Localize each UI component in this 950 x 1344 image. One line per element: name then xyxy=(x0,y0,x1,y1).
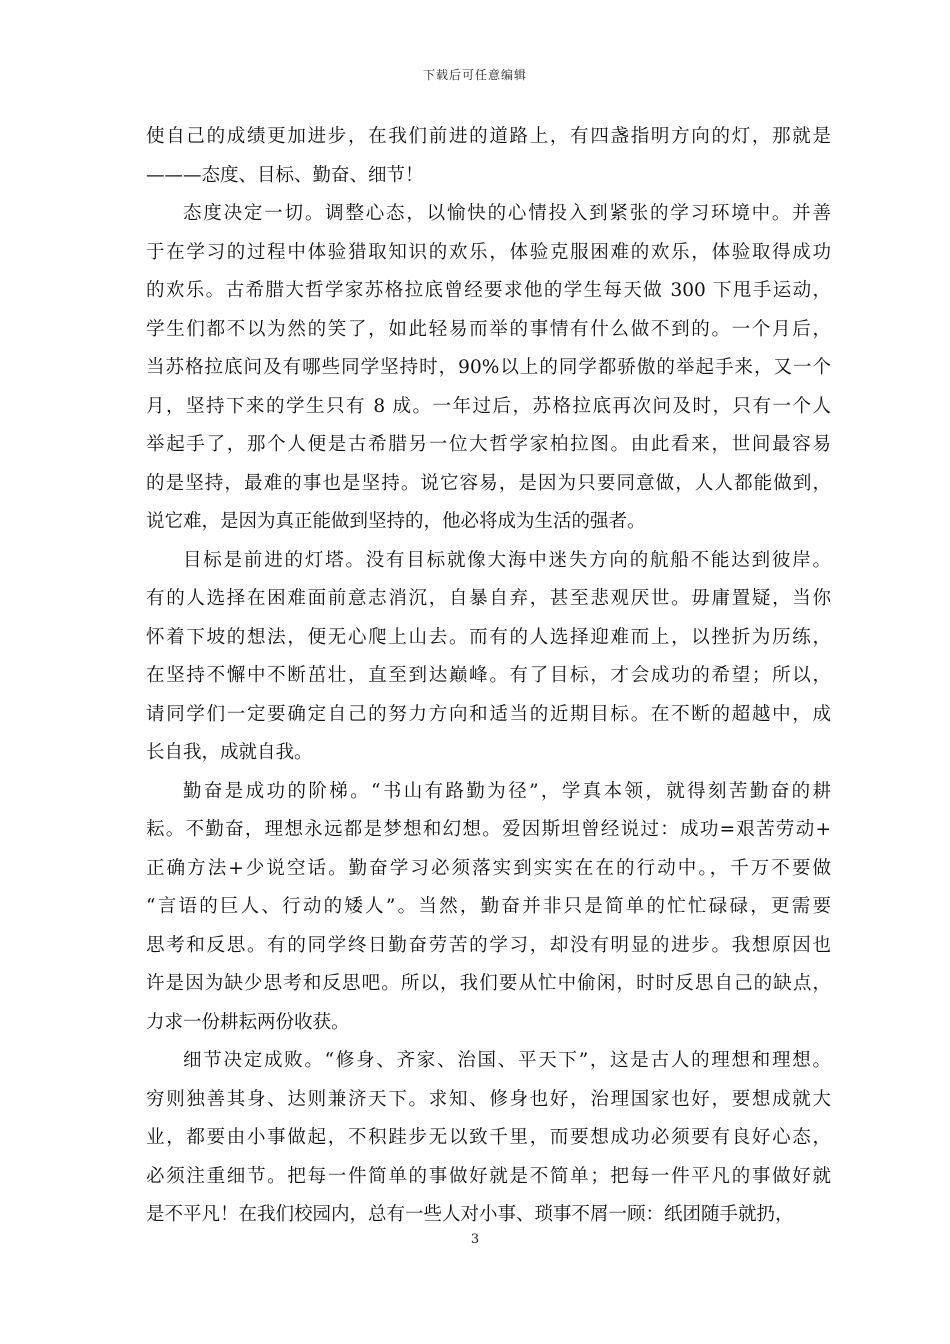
text-line: 有的人选择在困难面前意志消沉，自暴自弃，甚至悲观厌世。毋庸置疑，当你 xyxy=(146,588,831,609)
paragraph xyxy=(146,773,831,1043)
text-line: 于在学习的过程中体验猎取知识的欢乐，体验克服困难的欢乐，体验取得成功 xyxy=(146,241,831,263)
text-line: 在坚持不懈中不断茁壮，直至到达巅峰。有了目标，才会成功的希望；所以， xyxy=(146,665,831,686)
text-line: 力求一份耕耘两份收获。 xyxy=(146,1011,350,1033)
page-number: 3 xyxy=(470,1232,480,1247)
paragraph xyxy=(146,1042,831,1235)
text-line: 目标是前进的灯塔。没有目标就像大海中迷失方向的航船不能达到彼岸。 xyxy=(183,549,831,571)
text-line: 许是因为缺少思考和反思吧。所以，我们要从忙中偷闲，时时反思自己的缺点， xyxy=(146,973,831,994)
text-line: 学生们都不以为然的笑了，如此轻易而举的事情有什么做不到的。一个月后， xyxy=(146,318,831,340)
page-header: 下载后可任意编辑 xyxy=(422,68,527,82)
document-body xyxy=(146,118,831,1235)
text-line: 说它难，是因为真正能做到坚持的，他必将成为生活的强者。 xyxy=(146,511,646,532)
text-line: 耘。不勤奋，理想永远都是梦想和幻想。爱因斯坦曾经说过：成功=艰苦劳动+ xyxy=(146,819,831,840)
paragraph xyxy=(146,542,831,773)
text-line: 的欢乐。古希腊大哲学家苏格拉底曾经要求他的学生每天做 300 下甩手运动， xyxy=(146,280,831,301)
text-line: 举起手了，那个人便是古希腊另一位大哲学家柏拉图。由此看来，世间最容易 xyxy=(146,434,831,455)
paragraph xyxy=(146,118,831,195)
text-line: 当苏格拉底问及有哪些同学坚持时，90%以上的同学都骄傲的举起手来，又一个 xyxy=(146,357,831,378)
text-line: 使自己的成绩更加进步，在我们前进的道路上，有四盏指明方向的灯，那就是 xyxy=(146,126,831,147)
text-line: 请同学们一定要确定自己的努力方向和适当的近期目标。在不断的超越中，成 xyxy=(146,703,831,725)
paragraph xyxy=(146,195,831,542)
text-line: 细节决定成败。“修身、齐家、治国、平天下”，这是古人的理想和理想。 xyxy=(183,1050,831,1071)
text-line: 必须注重细节。把每一件简单的事做好就是不简单；把每一件平凡的事做好就 xyxy=(146,1165,831,1187)
text-line: 怀着下坡的想法，便无心爬上山去。而有的人选择迎难而上，以挫折为历练， xyxy=(146,626,831,648)
text-line: 正确方法+少说空话。勤奋学习必须落实到实实在在的行动中。，千万不要做 xyxy=(146,857,831,879)
text-line: 业，都要由小事做起，不积跬步无以致千里，而要想成功必须要有良好心态， xyxy=(146,1127,831,1148)
text-line: 态度决定一切。调整心态，以愉快的心情投入到紧张的学习环境中。并善 xyxy=(183,203,831,224)
text-line: 的是坚持，最难的事也是坚持。说它容易，是因为只要同意做，人人都能做到， xyxy=(146,472,831,494)
text-line: 勤奋是成功的阶梯。“书山有路勤为径”，学真本领，就得刻苦勤奋的耕 xyxy=(183,780,831,802)
text-line: 穷则独善其身、达则兼济天下。求知、修身也好，治理国家也好，要想成就大 xyxy=(146,1088,831,1110)
text-line: 是不平凡！在我们校园内，总有一些人对小事、琐事不屑一顾：纸团随手就扔， xyxy=(146,1204,794,1225)
text-line: ———态度、目标、勤奋、细节！ xyxy=(146,164,424,186)
text-line: 思考和反思。有的同学终日勤奋劳苦的学习，却没有明显的进步。我想原因也 xyxy=(146,934,831,956)
text-line: 长自我，成就自我。 xyxy=(146,742,313,763)
text-line: 月，坚持下来的学生只有 8 成。一年过后，苏格拉底再次问及时，只有一个人 xyxy=(146,395,831,417)
text-line: “言语的巨人、行动的矮人”。当然，勤奋并非只是简单的忙忙碌碌，更需要 xyxy=(146,896,831,917)
